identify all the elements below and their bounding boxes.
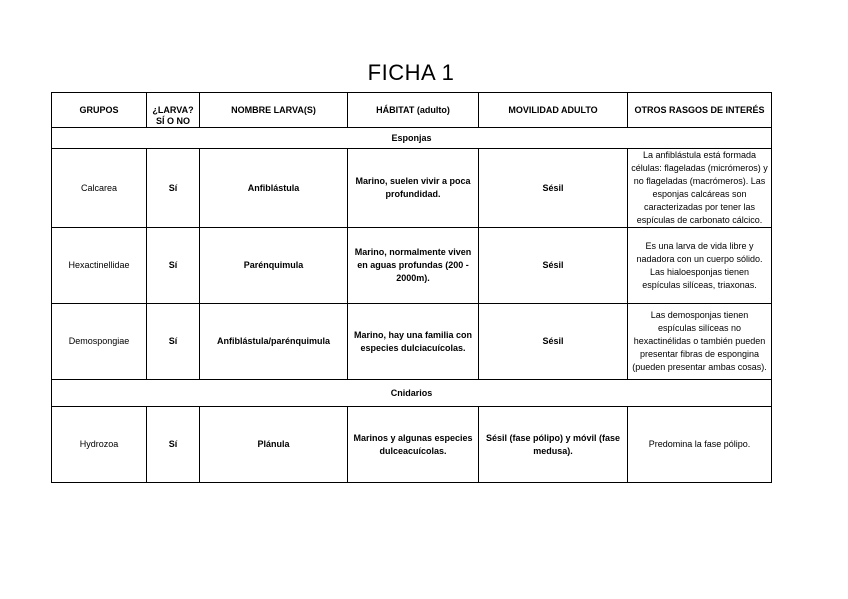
header-larva-line1: ¿LARVA? — [152, 105, 194, 115]
table-row — [52, 304, 772, 380]
section-esponjas: Esponjas — [52, 128, 772, 149]
cell-larva: Sí — [147, 228, 200, 304]
cell-otros: Es una larva de vida libre y nadadora con un cuerpo sólido. Las hialoesponjas tienen espículas silíceas, triaxonas. — [628, 228, 772, 304]
cell-movilidad: Sésil — [479, 228, 628, 304]
header-grupos: GRUPOS — [52, 93, 147, 128]
cell-otros: Las demosponjas tienen espículas silíceas no hexactinélidas o también pueden presentar fibras de espongina (pueden presentar ambas cosas). — [628, 304, 772, 380]
table-row — [52, 407, 772, 483]
header-otros: OTROS RASGOS DE INTERÉS — [628, 93, 772, 128]
cell-habitat: Marino, normalmente viven en aguas profundas (200 - 2000m). — [348, 228, 479, 304]
cell-grupo: Hydrozoa — [52, 407, 147, 483]
header-row — [52, 93, 772, 128]
cell-larva: Sí — [147, 304, 200, 380]
cell-larva: Sí — [147, 149, 200, 228]
cell-otros: La anfiblástula está formada células: flageladas (micrómeros) y no flageladas (macrómeros). Las esponjas calcáreas son caracterizadas por tener las espículas de carbonato cálcico. — [628, 149, 772, 228]
header-nombre-larva: NOMBRE LARVA(S) — [200, 93, 348, 128]
cell-nombre-larva: Anfiblástula/parénquimula — [200, 304, 348, 380]
table-row — [52, 228, 772, 304]
cell-nombre-larva: Parénquimula — [200, 228, 348, 304]
header-movilidad: MOVILIDAD ADULTO — [479, 93, 628, 128]
cell-larva: Sí — [147, 407, 200, 483]
header-larva — [147, 93, 200, 128]
cell-habitat: Marinos y algunas especies dulceacuícolas. — [348, 407, 479, 483]
cell-movilidad: Sésil — [479, 304, 628, 380]
cell-nombre-larva: Anfiblástula — [200, 149, 348, 228]
cell-movilidad: Sésil (fase pólipo) y móvil (fase medusa). — [479, 407, 628, 483]
page-title: FICHA 1 — [367, 60, 455, 85]
cell-otros: Predomina la fase pólipo. — [628, 407, 772, 483]
cell-grupo: Calcarea — [52, 149, 147, 228]
cell-nombre-larva: Plánula — [200, 407, 348, 483]
cell-movilidad: Sésil — [479, 149, 628, 228]
cell-grupo: Demospongiae — [52, 304, 147, 380]
section-row-cnidarios — [52, 380, 772, 407]
section-row-esponjas — [52, 128, 772, 149]
ficha-table — [51, 92, 772, 483]
cell-habitat: Marino, hay una familia con especies dulciacuícolas. — [348, 304, 479, 380]
header-habitat: HÁBITAT (adulto) — [348, 93, 479, 128]
table-row — [52, 149, 772, 228]
cell-grupo: Hexactinellidae — [52, 228, 147, 304]
header-larva-line2: SÍ O NO — [155, 116, 190, 126]
section-cnidarios: Cnidarios — [52, 380, 772, 407]
cell-habitat: Marino, suelen vivir a poca profundidad. — [348, 149, 479, 228]
